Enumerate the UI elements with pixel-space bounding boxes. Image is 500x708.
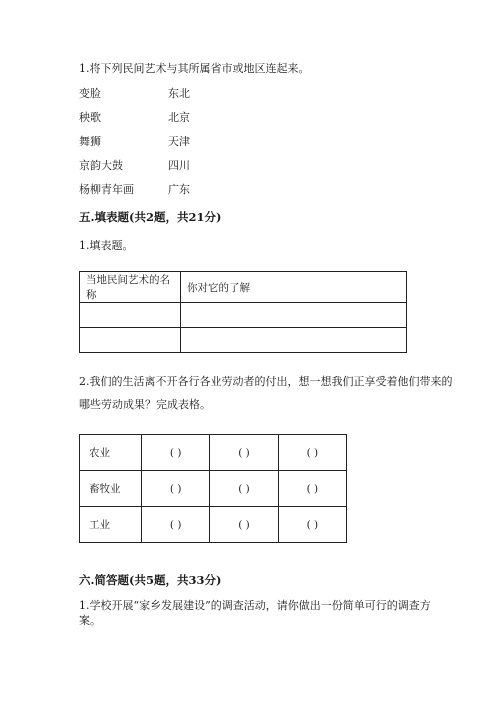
fill-table-2 <box>79 434 347 543</box>
match-right-item: 天津 <box>168 135 190 148</box>
table-cell[interactable] <box>181 328 407 353</box>
row-label: 畜牧业 <box>80 471 142 507</box>
match-left-item: 杨柳青年画 <box>79 183 134 196</box>
match-left-item: 变脸 <box>79 87 101 100</box>
table-row <box>80 328 407 353</box>
question-text: 1.学校开展“家乡发展建设”的调查活动，请你做出一份简单可行的调查方 <box>79 599 431 612</box>
match-question: 1.将下列民间艺术与其所属省市或地区连起来。 <box>79 62 310 75</box>
table-row <box>80 435 347 471</box>
row-label: 农业 <box>80 435 142 471</box>
blank-cell[interactable]: ( ) <box>210 435 278 471</box>
match-right-item: 广东 <box>168 183 190 196</box>
blank-cell[interactable]: ( ) <box>278 471 346 507</box>
blank-cell[interactable]: ( ) <box>142 507 210 543</box>
table-header-cell: 你对它的了解 <box>181 272 407 303</box>
table-cell[interactable] <box>80 328 181 353</box>
match-right-item: 东北 <box>168 87 190 100</box>
row-label: 工业 <box>80 507 142 543</box>
blank-cell[interactable]: ( ) <box>278 435 346 471</box>
section-heading: 六.简答题(共5题，共33分) <box>79 573 222 587</box>
table-row <box>80 507 347 543</box>
blank-cell[interactable]: ( ) <box>278 507 346 543</box>
blank-cell[interactable]: ( ) <box>210 471 278 507</box>
match-left-item: 秧歌 <box>79 111 101 124</box>
question-text: 案。 <box>79 614 101 627</box>
blank-cell[interactable]: ( ) <box>210 507 278 543</box>
table-cell[interactable] <box>181 303 407 328</box>
match-left-item: 京韵大鼓 <box>79 159 123 172</box>
match-right-item: 四川 <box>168 159 190 172</box>
question-text: 哪些劳动成果？完成表格。 <box>79 398 211 411</box>
table-header-cell: 当地民间艺术的名称 <box>80 272 181 303</box>
question-text: 2.我们的生活离不开各行各业劳动者的付出，想一想我们正享受着他们带来的 <box>79 375 453 388</box>
table-cell[interactable] <box>80 303 181 328</box>
match-right-item: 北京 <box>168 111 190 124</box>
table-row <box>80 471 347 507</box>
table-row <box>80 303 407 328</box>
blank-cell[interactable]: ( ) <box>142 435 210 471</box>
match-left-item: 舞狮 <box>79 135 101 148</box>
question-text: 1.填表题。 <box>79 239 134 252</box>
fill-table-1 <box>79 271 407 353</box>
section-heading: 五.填表题(共2题，共21分) <box>79 210 222 224</box>
table-header-row <box>80 272 407 303</box>
blank-cell[interactable]: ( ) <box>142 471 210 507</box>
